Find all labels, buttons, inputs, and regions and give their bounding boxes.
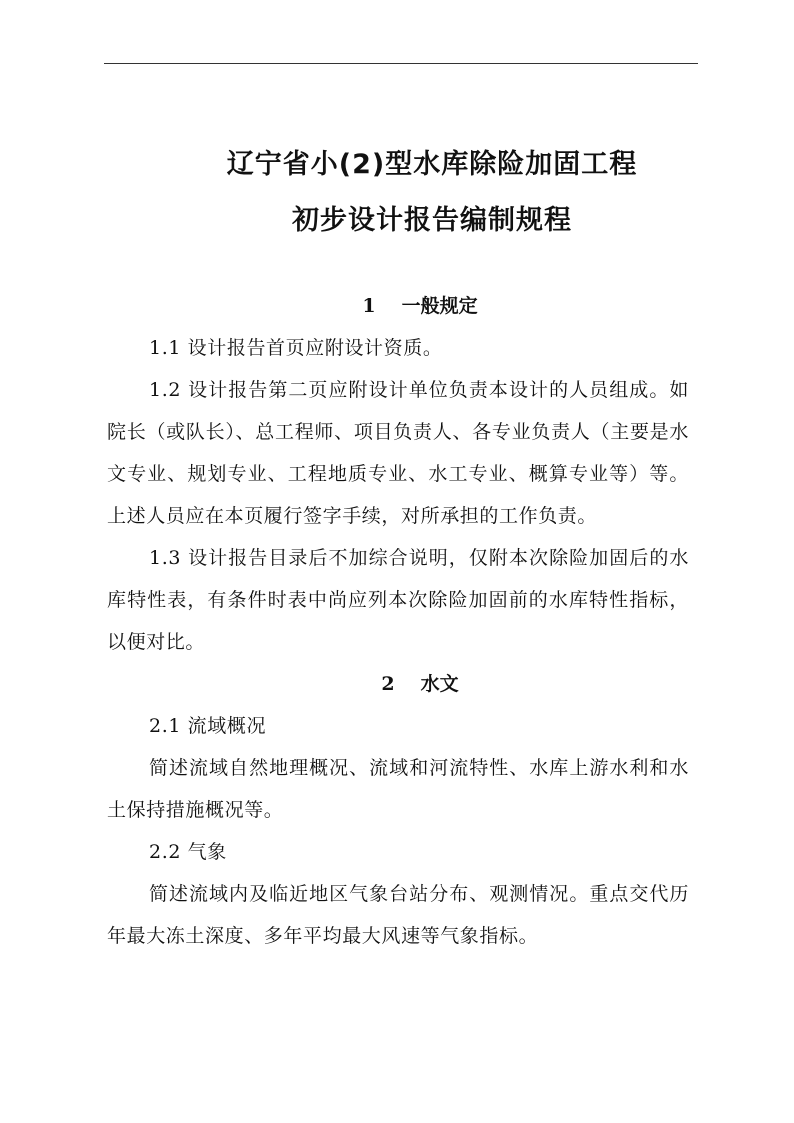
section-heading-1 [107,285,689,327]
section-title: 水文 [420,673,459,695]
paragraph-1-3: 1.3 设计报告目录后不加综合说明，仅附本次除险加固后的水库特性表，有条件时表中尚应列本次除险加固前的水库特性指标，以便对比。 [107,547,689,653]
document-title: 辽宁省小(2)型水库除险加固工程 [226,149,638,180]
section-title: 一般规定 [401,295,478,317]
header-rule [104,63,698,64]
paragraph-1-2: 1.2 设计报告第二页应附设计单位负责本设计的人员组成。如院长（或队长）、总工程师、项目负责人、各专业负责人（主要是水文专业、规划专业、工程地质专业、水工专业、概算专业等）等。上述人员应在本页履行签字手续，对所承担的工作负责。 [107,379,689,527]
document-body [107,285,689,957]
paragraph-2-2: 简述流域内及临近地区气象台站分布、观测情况。重点交代历年最大冻土深度、多年平均最大风速等气象指标。 [107,883,689,947]
subsection-title-2-2: 2.2 气象 [149,841,227,863]
paragraph-1-1: 1.1 设计报告首页应附设计资质。 [149,337,443,359]
section-heading-2 [107,663,689,705]
document-subtitle: 初步设计报告编制规程 [292,205,572,236]
subsection-title-2-1: 2.1 流域概况 [149,715,267,737]
section-number: 2 [381,673,395,695]
paragraph-2-1: 简述流域自然地理概况、流域和河流特性、水库上游水利和水土保持措施概况等。 [107,757,689,821]
section-number: 1 [362,295,376,317]
